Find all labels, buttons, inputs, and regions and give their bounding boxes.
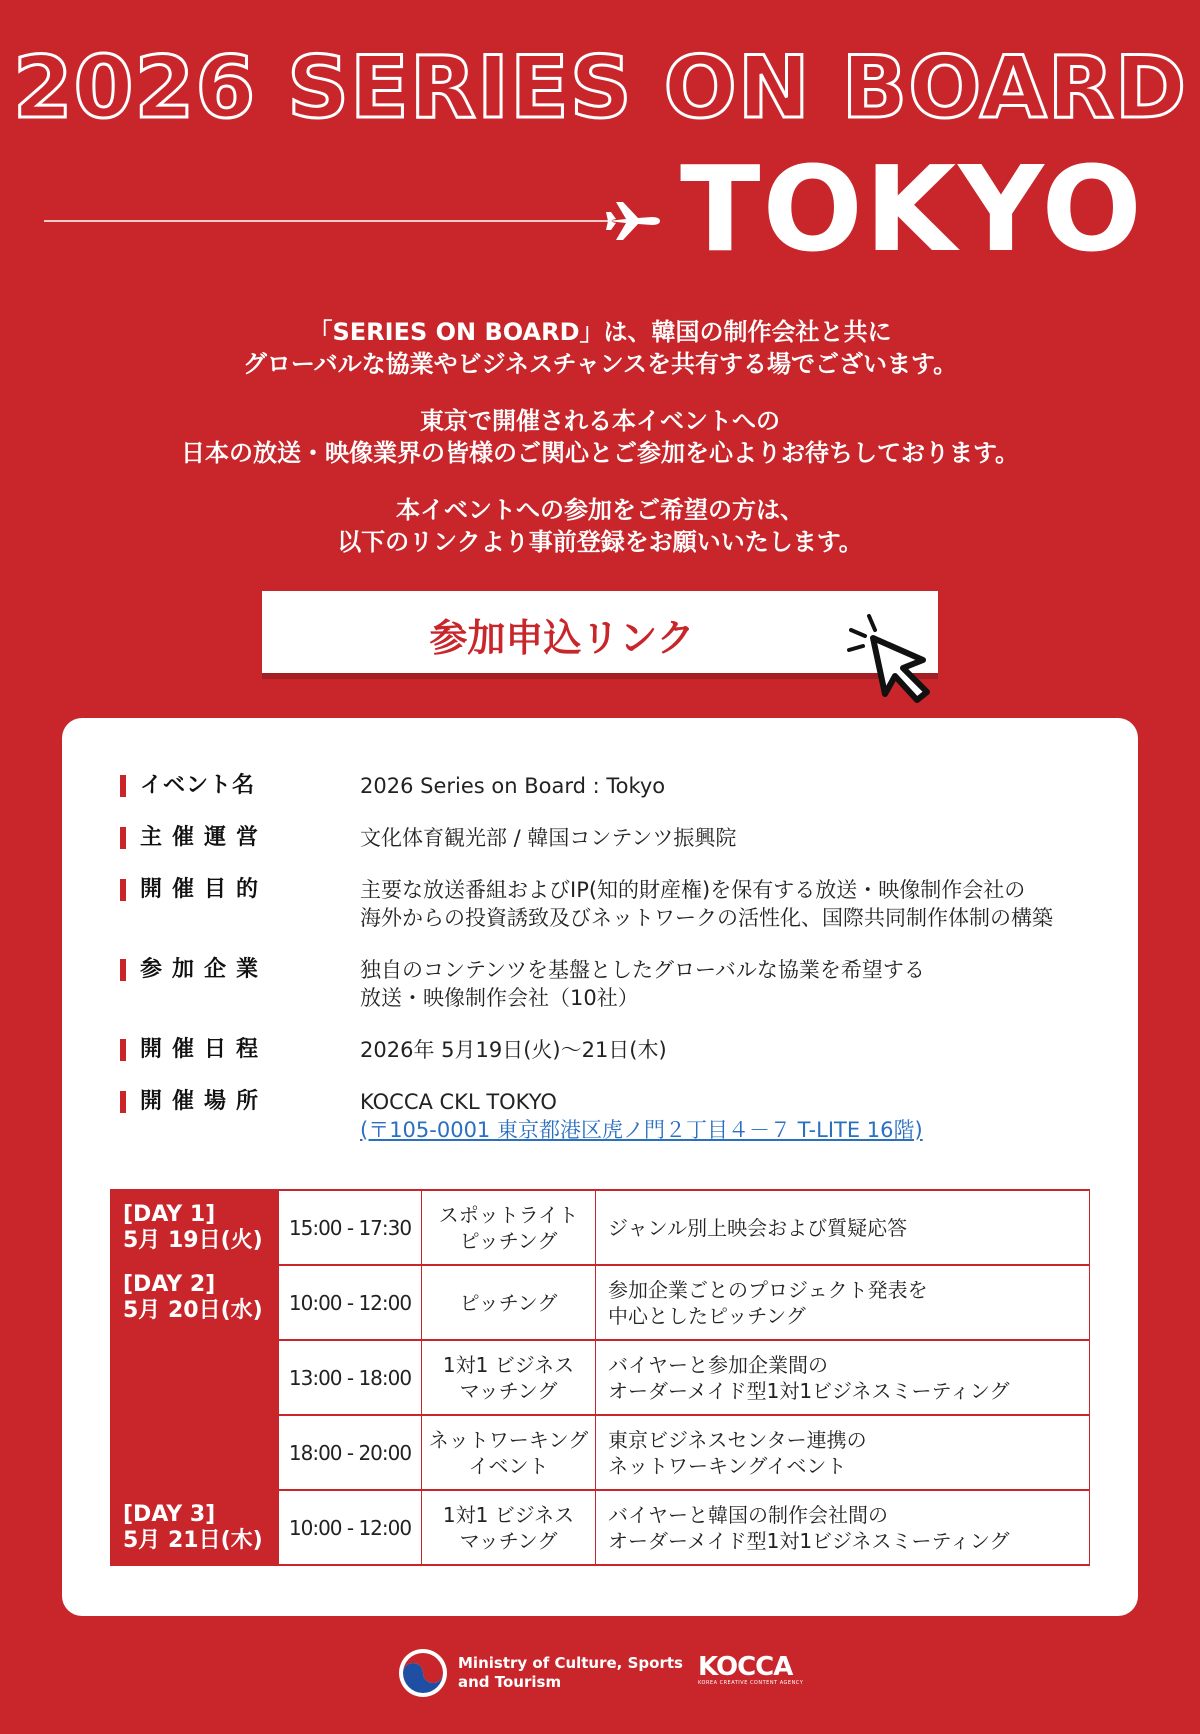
- intro-text: 以下のリンクより事前登録をお願いいたします。: [337, 528, 863, 556]
- cursor-click-icon: [845, 608, 940, 703]
- desc-line: バイヤーと韓国の制作会社間の: [608, 1502, 888, 1527]
- info-value: [360, 1088, 923, 1144]
- info-value: 文化体育観光部 / 韓国コンテンツ振興院: [360, 826, 737, 850]
- type-line: 1対1 ビジネス: [442, 1352, 575, 1377]
- info-value: [360, 956, 925, 1012]
- intro-paragraph-3: [0, 494, 1200, 558]
- info-value-line: 放送・映像制作会社（10社）: [360, 986, 639, 1010]
- event-headline: 2026 SERIES ON BOARD: [12, 38, 1188, 138]
- event-info-card: [62, 718, 1138, 1616]
- intro-text: 「SERIES ON BOARD」は、韓国の制作会社と共に: [308, 318, 892, 346]
- info-value: [360, 876, 1053, 932]
- venue-name: KOCCA CKL TOKYO: [360, 1090, 557, 1114]
- desc-line: オーダーメイド型1対1ビジネスミーティング: [608, 1528, 1010, 1553]
- info-label: 開催場所: [140, 1089, 269, 1114]
- intro-paragraph-2: [0, 405, 1200, 469]
- day-date: 5月 21日(木): [123, 1527, 263, 1553]
- registration-link-label: 参加申込リンク: [429, 616, 695, 660]
- day-date: 5月 19日(火): [123, 1227, 263, 1253]
- info-label: 開催目的: [140, 877, 269, 902]
- desc-line: ネットワーキングイベント: [608, 1453, 847, 1478]
- time-cell: 15:00 - 17:30: [279, 1190, 422, 1265]
- ministry-line: Ministry of Culture, Sports: [458, 1654, 683, 1672]
- schedule-table: [110, 1189, 1090, 1566]
- info-label: 開催日程: [140, 1037, 269, 1062]
- ministry-name: [458, 1654, 683, 1692]
- info-label: イベント名: [140, 773, 256, 798]
- type-line: スポットライト: [438, 1202, 579, 1227]
- desc-cell: [596, 1340, 1090, 1415]
- time-cell: 10:00 - 12:00: [279, 1265, 422, 1340]
- info-label: 主催運営: [140, 825, 269, 850]
- kocca-logo: [698, 1654, 803, 1686]
- label-marker: [120, 1091, 126, 1113]
- intro-paragraph-1: [0, 316, 1200, 380]
- kocca-wordmark: KOCCA: [698, 1652, 793, 1682]
- kocca-tagline: KOREA CREATIVE CONTENT AGENCY: [698, 1680, 804, 1686]
- type-line: イベント: [468, 1453, 549, 1478]
- type-cell: [422, 1265, 596, 1340]
- day-cell: [111, 1190, 279, 1265]
- desc-line: オーダーメイド型1対1ビジネスミーティング: [608, 1378, 1010, 1403]
- time-cell: 18:00 - 20:00: [279, 1415, 422, 1490]
- day-cell: [111, 1265, 279, 1490]
- day-cell: [111, 1490, 279, 1565]
- registration-link-button[interactable]: [262, 591, 938, 673]
- korean-emblem-icon: [398, 1648, 448, 1698]
- table-row: [111, 1265, 1090, 1340]
- venue-address-link[interactable]: (〒105-0001 東京都港区虎ノ門２丁目４－７ T-LITE 16階): [360, 1118, 923, 1142]
- airplane-icon: [606, 198, 660, 244]
- desc-cell: [596, 1190, 1090, 1265]
- label-marker: [120, 775, 126, 797]
- intro-text: 日本の放送・映像業界の皆様のご関心とご参加を心よりお待ちしております。: [180, 439, 1020, 467]
- info-value: 2026 Series on Board : Tokyo: [360, 774, 666, 798]
- desc-line: 東京ビジネスセンター連携の: [608, 1427, 867, 1452]
- desc-cell: [596, 1265, 1090, 1340]
- type-line: 1対1 ビジネス: [442, 1502, 575, 1527]
- table-row: [111, 1190, 1090, 1265]
- day-label: [DAY 3]: [123, 1501, 216, 1527]
- label-marker: [120, 1039, 126, 1061]
- intro-text: 東京で開催される本イベントへの: [420, 407, 780, 435]
- desc-cell: [596, 1415, 1090, 1490]
- label-marker: [120, 959, 126, 981]
- day-label: [DAY 1]: [123, 1201, 216, 1227]
- desc-line: バイヤーと参加企業間の: [608, 1352, 828, 1377]
- info-label: 参加企業: [140, 957, 269, 982]
- label-marker: [120, 827, 126, 849]
- type-line: マッチング: [459, 1528, 558, 1553]
- type-line: マッチング: [459, 1378, 558, 1403]
- label-marker: [120, 879, 126, 901]
- desc-line: 参加企業ごとのプロジェクト発表を: [608, 1277, 928, 1302]
- type-line: ネットワーキング: [428, 1427, 589, 1452]
- type-cell: [422, 1490, 596, 1565]
- info-value-line: 主要な放送番組およびIP(知的財産権)を保有する放送・映像制作会社の: [360, 878, 1026, 902]
- time-cell: 13:00 - 18:00: [279, 1340, 422, 1415]
- flight-path-line: [44, 220, 612, 222]
- desc-line: ジャンル別上映会および質疑応答: [608, 1215, 908, 1240]
- type-line: ピッチング: [459, 1290, 558, 1315]
- table-row: [111, 1490, 1090, 1565]
- day-date: 5月 20日(水): [123, 1298, 263, 1323]
- ministry-line: and Tourism: [458, 1673, 562, 1691]
- desc-cell: [596, 1490, 1090, 1565]
- time-cell: 10:00 - 12:00: [279, 1490, 422, 1565]
- info-value: 2026年 5月19日(火)〜21日(木): [360, 1038, 667, 1062]
- type-line: ピッチング: [459, 1228, 558, 1253]
- type-cell: [422, 1190, 596, 1265]
- intro-text: グローバルな協業やビジネスチャンスを共有する場でございます。: [242, 350, 958, 378]
- day-label: [DAY 2]: [123, 1272, 216, 1297]
- type-cell: [422, 1415, 596, 1490]
- type-cell: [422, 1340, 596, 1415]
- event-city: TOKYO: [680, 140, 1144, 278]
- intro-text: 本イベントへの参加をご希望の方は、: [396, 496, 804, 524]
- info-value-line: 海外からの投資誘致及びネットワークの活性化、国際共同制作体制の構築: [360, 906, 1053, 930]
- desc-line: 中心としたピッチング: [608, 1303, 806, 1328]
- info-value-line: 独自のコンテンツを基盤としたグローバルな協業を希望する: [360, 958, 925, 982]
